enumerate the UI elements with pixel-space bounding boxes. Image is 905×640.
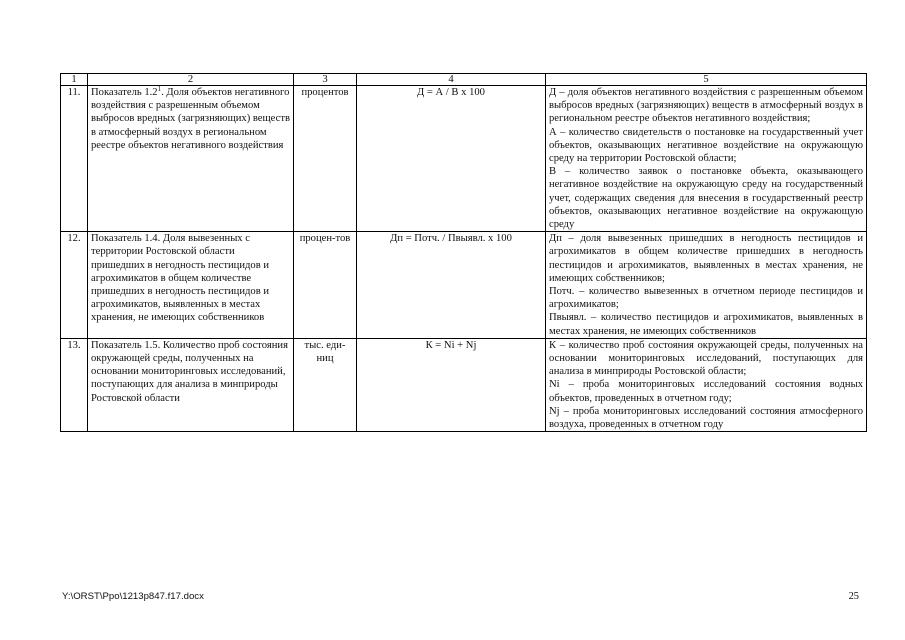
formula: К = Ni + Nj [357, 338, 546, 431]
unit: процентов [294, 86, 357, 232]
description-line: Дп – доля вывезенных пришедших в негодность пестицидов и агрохимикатов в общем количестве пришедших в негодность пестицидов и агрохимикатов, выявленных в местах хранения, не имеющих собственников; [549, 233, 863, 284]
header-cell-4: 4 [357, 74, 546, 86]
table-row [61, 86, 867, 232]
page-number: 25 [848, 591, 859, 602]
description-line: Пвыявл. – количество пестицидов и агрохимикатов, выявленных в местах хранения, не имеющих собственников [549, 312, 863, 337]
unit: тыс. еди-ниц [294, 338, 357, 431]
formula: Д = А / В х 100 [357, 86, 546, 232]
indicator-name: Показатель 1.4. Доля вывезенных с территории Ростовской области пришедших в негодность пестицидов и агрохимикатов в общем количестве пришедших в негодность пестицидов и агрохимикатов, выявленных в местах хранения, не имеющих собственников [88, 232, 294, 339]
indicators-table [60, 73, 867, 432]
description-line: Nj – проба мониторинговых исследований состояния атмосферного воздуха, проведенных в отчетном году [549, 405, 863, 431]
header-cell-3: 3 [294, 74, 357, 86]
file-path: Y:\ORST\Ppo\1213p847.f17.docx [62, 591, 204, 602]
indicator-prefix: Показатель 1.2 [91, 87, 158, 98]
formula: Дп = Потч. / Пвыявл. х 100 [357, 232, 546, 339]
description-line: Д – доля объектов негативного воздействия с разрешенным объемом выбросов вредных (загрязняющих) веществ в атмосферный воздух в региональном реестре объектов негативного воздействия; [549, 87, 863, 125]
description-line: Ni – проба мониторинговых исследований состояния водных объектов, проведенных в отчетном году; [549, 379, 863, 404]
description-line: Потч. – количество вывезенных в отчетном периоде пестицидов и агрохимикатов; [549, 286, 863, 311]
table-header-row [61, 74, 867, 86]
description-line: А – количество свидетельств о постановке на государственный учет объектов, оказывающих негативное воздействие на окружающую среду на территории Ростовской области; [549, 126, 863, 165]
description [546, 232, 867, 339]
indicator-name: Показатель 1.5. Количество проб состояния окружающей среды, полученных на основании мониторинговых исследований, поступающих для анализа в минприроды Ростовской области [88, 338, 294, 431]
table-row [61, 232, 867, 339]
row-number: 13. [61, 338, 88, 431]
header-cell-2: 2 [88, 74, 294, 86]
header-cell-5: 5 [546, 74, 867, 86]
row-number: 12. [61, 232, 88, 339]
description [546, 338, 867, 431]
indicator-rest: . Доля объектов негативного воздействия с разрешенным объемом выбросов вредных (загрязняющих) веществ в атмосферный воздух в региональном реестре объектов негативного воздействия [91, 87, 290, 151]
table-row [61, 338, 867, 431]
description [546, 86, 867, 232]
unit: процен-тов [294, 232, 357, 339]
description-line: В – количество заявок о постановке объекта, оказывающего негативное воздействие на окружающую среду на государственный учет, содержащих сведения для внесения в государственный реестр объектов, оказывающих негативное воздействие на окружающую среду [549, 166, 863, 231]
footnote-mark: 1 [157, 85, 162, 93]
description-line: К – количество проб состояния окружающей среды, полученных на основании мониторинговых исследований, поступающих для анализа в минприроды Ростовской области; [549, 339, 863, 378]
header-cell-1: 1 [61, 74, 88, 86]
row-number: 11. [61, 86, 88, 232]
indicator-name [88, 86, 294, 232]
